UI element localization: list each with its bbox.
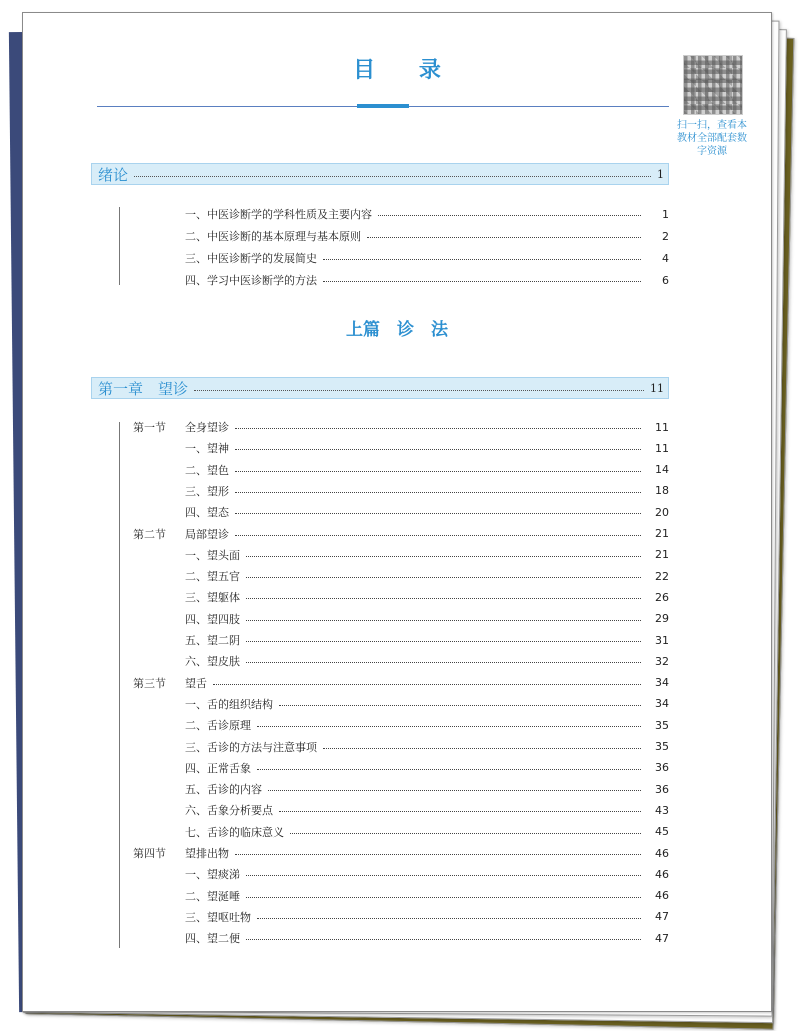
toc-entry-page: 45 — [655, 825, 669, 839]
toc-page — [22, 12, 772, 1012]
toc-entry-label: 一、望头面 — [185, 548, 240, 562]
toc-entry-label: 一、中医诊断学的学科性质及主要内容 — [185, 208, 372, 221]
title-accent-bar — [357, 104, 409, 108]
toc-entry-label: 五、望二阴 — [185, 634, 240, 647]
toc-entry-page: 21 — [655, 548, 669, 562]
toc-entry-page: 18 — [655, 484, 669, 498]
dot-leader — [279, 705, 641, 706]
toc-entry-label: 六、望皮肤 — [185, 655, 240, 669]
dot-leader — [323, 259, 641, 260]
toc-entry[interactable] — [185, 737, 669, 757]
toc-entry[interactable] — [185, 545, 669, 565]
toc-entry-page: 47 — [655, 910, 669, 924]
toc-entry-page: 32 — [655, 654, 669, 668]
toc-entry-page: 11 — [655, 420, 669, 434]
toc-entry-label: 一、望神 — [185, 442, 229, 456]
toc-entry[interactable] — [185, 566, 669, 586]
toc-entry[interactable] — [185, 438, 669, 458]
toc-entry-page: 46 — [655, 867, 669, 881]
toc-entry-page: 4 — [662, 251, 669, 265]
toc-entry-page: 35 — [655, 740, 669, 753]
toc-entry[interactable] — [185, 651, 669, 671]
dot-leader — [213, 684, 641, 685]
dot-leader — [378, 215, 641, 216]
toc-entry[interactable] — [185, 460, 669, 480]
toc-entry[interactable] — [185, 248, 669, 268]
toc-entry-label: 望舌 — [185, 676, 207, 690]
toc-entry[interactable] — [133, 673, 669, 693]
dot-leader — [194, 390, 644, 391]
toc-entry-label: 一、望痰涕 — [185, 868, 240, 882]
toc-entry[interactable] — [185, 502, 669, 522]
toc-entry[interactable] — [133, 524, 669, 544]
toc-entry-page: 36 — [655, 782, 669, 796]
dot-leader — [257, 726, 641, 727]
toc-entry-label: 三、望形 — [185, 484, 229, 498]
dot-leader — [246, 598, 641, 599]
dot-leader — [290, 833, 641, 834]
toc-entry-page: 47 — [655, 931, 669, 945]
toc-entry[interactable] — [185, 779, 669, 799]
chapter-bar-1[interactable] — [91, 377, 669, 399]
toc-entry[interactable] — [185, 270, 669, 290]
toc-entry-page: 43 — [655, 803, 669, 817]
dot-leader — [257, 918, 641, 919]
toc-entry-page: 46 — [655, 889, 669, 903]
dot-leader — [235, 513, 641, 514]
toc-entry-page: 1 — [662, 207, 669, 221]
dot-leader — [235, 535, 641, 536]
dot-leader — [235, 492, 641, 493]
part-title: 上篇 诊 法 — [346, 320, 448, 340]
toc-entry-page: 14 — [655, 463, 669, 477]
toc-entry-page: 29 — [655, 612, 669, 626]
chapter-title: 绪论 — [98, 165, 129, 184]
toc-entry-page: 21 — [655, 527, 669, 540]
section-rule — [119, 207, 120, 285]
toc-entry-label: 三、望呕吐物 — [185, 910, 251, 924]
toc-entry-page: 34 — [655, 676, 669, 690]
toc-entry[interactable] — [133, 843, 669, 863]
qr-code-icon[interactable] — [683, 55, 743, 115]
dot-leader — [268, 790, 641, 791]
toc-entry[interactable] — [185, 715, 669, 735]
toc-entry-page: 34 — [655, 697, 669, 711]
dot-leader — [246, 641, 641, 642]
toc-entry[interactable] — [185, 481, 669, 501]
dot-leader — [246, 939, 641, 940]
section-rule — [119, 422, 120, 948]
dot-leader — [367, 237, 641, 238]
dot-leader — [246, 662, 641, 663]
toc-entry[interactable] — [185, 587, 669, 607]
chapter-title: 第一章 望诊 — [98, 379, 189, 398]
toc-entry-label: 四、望四肢 — [185, 612, 240, 626]
toc-entry[interactable] — [185, 822, 669, 842]
section-number: 第四节 — [133, 847, 166, 860]
dot-leader — [235, 854, 641, 855]
dot-leader — [134, 176, 651, 177]
toc-entry-label: 一、舌的组织结构 — [185, 697, 273, 711]
dot-leader — [323, 281, 641, 282]
section-number: 第三节 — [133, 676, 166, 690]
chapter-page-number: 1 — [657, 167, 664, 181]
dot-leader — [246, 875, 641, 876]
chapter-page-number: 11 — [650, 381, 664, 395]
toc-entry[interactable] — [185, 694, 669, 714]
toc-entry[interactable] — [185, 226, 669, 246]
toc-entry-label: 二、望五官 — [185, 570, 240, 584]
toc-entry-label: 二、望涎唾 — [185, 889, 240, 903]
toc-entry-page: 6 — [662, 273, 669, 287]
toc-entry-page: 31 — [655, 633, 669, 647]
dot-leader — [235, 428, 641, 429]
toc-entry-page: 36 — [655, 761, 669, 775]
toc-entry-label: 三、中医诊断学的发展简史 — [185, 252, 317, 265]
toc-entry-label: 二、中医诊断的基本原理与基本原则 — [185, 230, 361, 243]
toc-entry[interactable] — [185, 758, 669, 778]
toc-entry-page: 22 — [655, 569, 669, 583]
dot-leader — [246, 556, 641, 557]
toc-entry-page: 20 — [655, 505, 669, 519]
toc-entry[interactable] — [133, 417, 669, 437]
toc-entry-label: 六、舌象分析要点 — [185, 804, 273, 818]
toc-entry[interactable] — [185, 630, 669, 650]
toc-entry-page: 11 — [655, 441, 669, 455]
section-number: 第二节 — [133, 527, 166, 541]
toc-entry[interactable] — [185, 886, 669, 906]
dot-leader — [246, 897, 641, 898]
toc-entry-label: 四、学习中医诊断学的方法 — [185, 274, 317, 287]
toc-entry[interactable] — [185, 204, 669, 224]
toc-entry-label: 全身望诊 — [185, 421, 229, 434]
dot-leader — [279, 811, 641, 812]
toc-entry-page: 26 — [655, 590, 669, 604]
toc-entry[interactable] — [185, 800, 669, 820]
toc-title: 目 录 — [353, 57, 459, 83]
dot-leader — [323, 748, 641, 749]
toc-entry[interactable] — [185, 928, 669, 948]
toc-entry-label: 七、舌诊的临床意义 — [185, 825, 284, 839]
dot-leader — [246, 577, 641, 578]
dot-leader — [246, 620, 641, 621]
toc-entry-label: 四、正常舌象 — [185, 761, 251, 775]
toc-entry-label: 二、望色 — [185, 463, 229, 477]
dot-leader — [235, 449, 641, 450]
toc-entry[interactable] — [185, 907, 669, 927]
toc-entry-label: 五、舌诊的内容 — [185, 783, 262, 797]
chapter-bar-intro[interactable] — [91, 163, 669, 185]
toc-entry-label: 二、舌诊原理 — [185, 719, 251, 733]
toc-entry-label: 四、望态 — [185, 506, 229, 520]
toc-entry-label: 三、舌诊的方法与注意事项 — [185, 740, 317, 754]
dot-leader — [257, 769, 641, 770]
section-number: 第一节 — [133, 421, 166, 434]
toc-entry-label: 四、望二便 — [185, 932, 240, 946]
qr-caption: 扫一扫，查看本教材全部配套数字资源 — [677, 120, 747, 157]
toc-entry-page: 35 — [655, 718, 669, 732]
toc-entry-label: 三、望躯体 — [185, 591, 240, 605]
toc-entry-label: 望排出物 — [185, 847, 229, 860]
toc-entry-page: 46 — [655, 846, 669, 860]
toc-entry[interactable] — [185, 609, 669, 629]
dot-leader — [235, 471, 641, 472]
toc-entry[interactable] — [185, 864, 669, 884]
toc-entry-page: 2 — [662, 229, 669, 243]
toc-entry-label: 局部望诊 — [185, 527, 229, 541]
